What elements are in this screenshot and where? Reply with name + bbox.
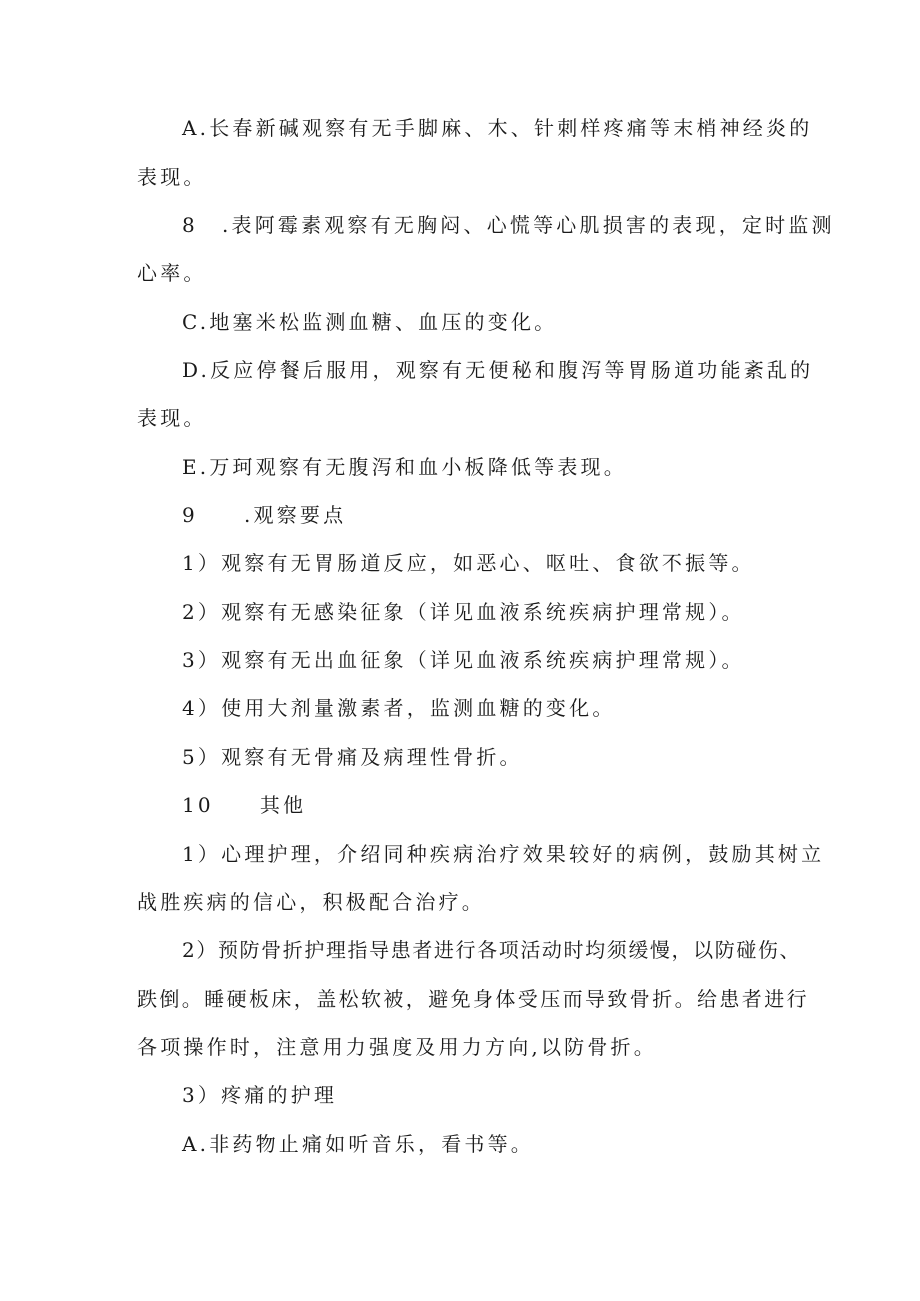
item-label: 4）	[182, 696, 222, 720]
paragraph-line	[0, 501, 920, 529]
paragraph-text: .表阿霉素观察有无胸闷、心慌等心肌损害的表现，定时监测	[221, 213, 835, 237]
item-label: 3）	[182, 1083, 222, 1107]
paragraph-text: 表现。	[137, 165, 207, 189]
paragraph-text: 使用大剂量激素者，监测血糖的变化。	[221, 696, 616, 720]
paragraph-line	[0, 114, 920, 142]
paragraph-line	[0, 163, 920, 191]
paragraph-text: .观察要点	[243, 503, 347, 527]
paragraph-line	[0, 211, 920, 239]
paragraph-line	[0, 1033, 920, 1061]
paragraph-line	[0, 453, 920, 481]
paragraph-line	[0, 549, 920, 577]
item-label: A.	[182, 116, 210, 140]
paragraph-line	[0, 598, 920, 626]
item-label: 10	[182, 793, 214, 817]
paragraph-text: 其他	[259, 793, 307, 817]
item-label: A.	[182, 1132, 210, 1156]
paragraph-line	[0, 985, 920, 1013]
paragraph-line	[0, 791, 920, 819]
item-label: 1）	[182, 842, 222, 866]
paragraph-text: 观察有无胃肠道反应，如恶心、呕吐、食欲不振等。	[221, 551, 755, 575]
item-label: 1）	[182, 551, 222, 575]
paragraph-line	[0, 743, 920, 771]
item-label: C.	[182, 310, 210, 334]
paragraph-line	[0, 888, 920, 916]
item-label: 9	[182, 503, 198, 527]
paragraph-text: 心率。	[137, 261, 207, 285]
paragraph-text: 各项操作时，注意用力强度及用力方向,以防骨折。	[137, 1035, 657, 1059]
item-label: D.	[182, 358, 211, 382]
paragraph-text: 观察有无骨痛及病理性骨折。	[221, 745, 523, 769]
paragraph-text: 疼痛的护理	[221, 1083, 338, 1107]
paragraph-line	[0, 308, 920, 336]
paragraph-line	[0, 1130, 920, 1158]
paragraph-text: 心理护理，介绍同种疾病治疗效果较好的病例，鼓励其树立	[221, 842, 825, 866]
item-label: 2）	[182, 938, 218, 962]
item-label: 5）	[182, 745, 222, 769]
paragraph-line	[0, 936, 920, 964]
paragraph-text: 万珂观察有无腹泻和血小板降低等表现。	[209, 455, 627, 479]
paragraph-line	[0, 646, 920, 674]
paragraph-text: 反应停餐后服用，观察有无便秘和腹泻等胃肠道功能紊乱的	[210, 358, 814, 382]
paragraph-text: 地塞米松监测血糖、血压的变化。	[209, 310, 558, 334]
paragraph-line	[0, 1081, 920, 1109]
paragraph-text: 观察有无出血征象（详见血液系统疾病护理常规）。	[221, 648, 745, 672]
item-label: 8	[182, 213, 198, 237]
paragraph-line	[0, 840, 920, 868]
paragraph-line	[0, 694, 920, 722]
paragraph-text: 观察有无感染征象（详见血液系统疾病护理常规）。	[221, 600, 745, 624]
paragraph-line	[0, 356, 920, 384]
paragraph-text: 非药物止痛如听音乐，看书等。	[209, 1132, 535, 1156]
paragraph-text: 跌倒。睡硬板床，盖松软被，避免身体受压而导致骨折。给患者进行	[137, 987, 809, 1011]
paragraph-text: 表现。	[137, 406, 207, 430]
item-label: 3）	[182, 648, 222, 672]
paragraph-line	[0, 404, 920, 432]
paragraph-text: 战胜疾病的信心，积极配合治疗。	[137, 890, 485, 914]
paragraph-text: 预防骨折护理指导患者进行各项活动时均须缓慢，以防碰伤、	[217, 938, 802, 962]
paragraph-line	[0, 259, 920, 287]
item-label: E.	[182, 455, 210, 479]
paragraph-text: 长春新碱观察有无手脚麻、木、针刺样疼痛等末梢神经炎的	[209, 116, 813, 140]
item-label: 2）	[182, 600, 222, 624]
